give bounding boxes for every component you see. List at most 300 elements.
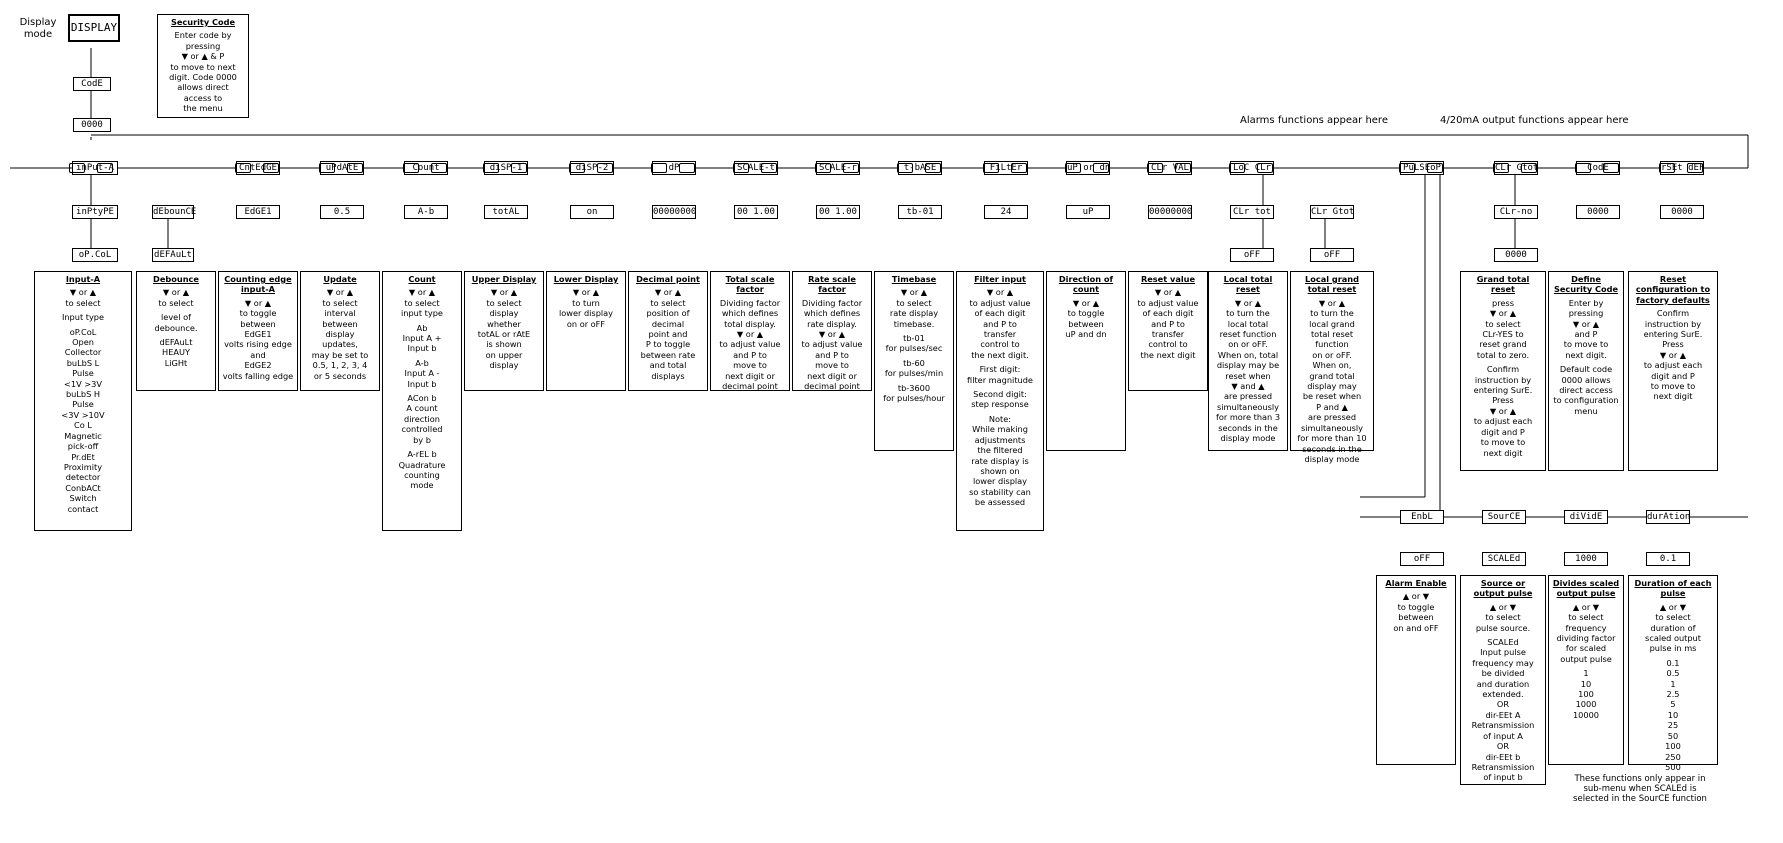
grand-value: 0000 (1494, 248, 1538, 262)
description-line: shown on (980, 465, 1020, 476)
description-line: entering SurE. (1473, 385, 1533, 396)
description-line: When on, (1312, 360, 1352, 371)
description-line: 1 (1670, 678, 1676, 689)
up-key-icon[interactable] (1229, 163, 1245, 173)
pulse-enable[interactable]: EnbL (1400, 510, 1444, 524)
description-line: direct access (1559, 385, 1613, 396)
description-line: Pulse (72, 368, 94, 379)
description-line: and P to (733, 349, 767, 360)
description-title: Reset configuration to factory defaults (1635, 274, 1711, 305)
description-line: rate display. (807, 318, 857, 329)
description-line: input type (401, 308, 443, 319)
down-key-icon[interactable] (679, 163, 695, 173)
description-box (874, 271, 954, 451)
description-box (1208, 271, 1288, 451)
description-line: display (325, 329, 355, 340)
description-line: to toggle (1397, 601, 1435, 612)
description-line: and P to (815, 349, 849, 360)
pulse-duration[interactable]: durAtion (1647, 512, 1691, 522)
down-key-icon[interactable] (263, 163, 279, 173)
description-line: Press (1492, 395, 1514, 406)
description-line: by b (413, 434, 431, 445)
description-line: rate display (889, 308, 939, 319)
description-line: Confirm (1486, 364, 1520, 375)
description-line: be reset when (1302, 391, 1362, 402)
description-line: Input b (407, 378, 437, 389)
down-key-icon[interactable] (1521, 163, 1537, 173)
description-line: ▼ or ▲ (1489, 308, 1517, 319)
description-line: dir-EEt b (1485, 751, 1521, 762)
value-code: 0000 (1576, 205, 1620, 219)
description-line: or 5 seconds (313, 370, 367, 381)
pulse-divide[interactable]: diVidE (1564, 510, 1608, 524)
menu-clr-gtot[interactable]: CLr Gtot (1495, 163, 1539, 173)
description-line: adjustments (974, 434, 1026, 445)
menu-disp2[interactable]: diSP-2 (570, 161, 614, 175)
pulse-duration-value: 0.1 (1646, 552, 1690, 566)
description-line: digit and P (1481, 426, 1525, 437)
description-line: Second digit: (973, 389, 1027, 400)
down-key-icon[interactable] (761, 163, 777, 173)
clr-tot-value: oFF (1230, 248, 1274, 262)
description-line: to adjust value (801, 339, 863, 350)
description-line: Retransmission (1471, 720, 1535, 731)
menu-filter[interactable]: FiLtEr (984, 161, 1028, 175)
debounce-display[interactable]: dEbounCE (153, 207, 197, 217)
description-line: to turn the (1310, 308, 1354, 319)
description-line: OR (1496, 699, 1510, 710)
description-line: step response (971, 399, 1029, 410)
description-title: Alarm Enable (1385, 578, 1447, 588)
description-title: Count (408, 274, 436, 284)
description-line: Quadrature (398, 459, 446, 470)
description-line: CLr-YES to (1482, 329, 1524, 340)
description-title: Local total reset (1223, 274, 1273, 295)
menu-clr-val[interactable]: CLr VAL (1148, 161, 1192, 175)
description-box (1628, 575, 1718, 772)
down-key-icon[interactable] (1175, 163, 1191, 173)
description-line: decimal point (722, 381, 778, 392)
description-line: tb-60 (903, 357, 925, 368)
down-key-icon[interactable] (1093, 163, 1109, 173)
description-line: dEFAuLt (159, 337, 193, 348)
down-key-icon[interactable] (347, 163, 363, 173)
description-line: for scaled (1565, 643, 1607, 654)
description-line: for more than 3 (1215, 412, 1281, 423)
description-line: 50 (1667, 730, 1679, 741)
description-line: press (1492, 297, 1514, 308)
input-type-display[interactable]: inPtyPE (72, 205, 118, 219)
description-line: direction (404, 413, 440, 424)
description-line: instruction by (1474, 374, 1532, 385)
output-note: 4/20mA output functions appear here (1440, 115, 1629, 126)
description-line: between (322, 318, 358, 329)
menu-count[interactable]: Count (404, 161, 448, 175)
value-reset-def: 0000 (1660, 205, 1704, 219)
description-line: entering SurE. (1643, 329, 1703, 340)
description-line: 0.5, 1, 2, 3, 4 (312, 360, 368, 371)
description-line: volts falling edge (222, 370, 294, 381)
description-line: pulse source. (1475, 622, 1531, 633)
description-line: function (1315, 339, 1349, 350)
menu-code[interactable]: CodE (1576, 161, 1620, 175)
description-line: of input A (1483, 730, 1523, 741)
description-line: to select (486, 297, 522, 308)
description-title: Define Security Code (1553, 274, 1619, 295)
description-line: to select (1485, 318, 1521, 329)
up-key-icon[interactable] (815, 163, 831, 173)
description-line: between (1398, 612, 1434, 623)
value-scale-r: 00 1.00 (816, 205, 860, 219)
description-line: next digit or (725, 370, 775, 381)
value-disp2: on (570, 205, 614, 219)
up-key-icon[interactable] (483, 163, 499, 173)
description-line: buLbS L (66, 357, 100, 368)
description-line: to select (158, 297, 194, 308)
description-line: pressing (1568, 308, 1604, 319)
description-line: so stability can (969, 486, 1031, 497)
description-line: ▼ or ▲ (1572, 318, 1600, 329)
display-key[interactable]: DISPLAY (68, 14, 120, 42)
description-title: Lower Display (553, 274, 619, 284)
description-line: ▼ or ▲ (69, 287, 97, 298)
description-line: for pulses/hour (883, 393, 945, 404)
description-line: 500 (1665, 761, 1681, 772)
description-title: Reset value (1140, 274, 1196, 284)
menu-reset-def[interactable]: rSEt dEF (1661, 163, 1705, 173)
description-line: decimal point (804, 381, 860, 392)
description-line: pick-off (67, 441, 99, 452)
description-line: be divided (1481, 668, 1525, 679)
description-line: volts rising edge (224, 339, 292, 350)
up-key-icon[interactable] (69, 163, 85, 173)
description-line: to adjust value (1137, 297, 1199, 308)
description-title: Filter input (974, 274, 1026, 284)
description-line: total to zero. (1476, 349, 1530, 360)
description-line: counting (404, 469, 440, 480)
description-line: HEAUY (162, 347, 190, 358)
code-display: CodE (73, 77, 111, 91)
description-title: Input-A (65, 274, 101, 284)
description-line: reset when (1225, 370, 1271, 381)
description-line: ▲ or ▼ (1402, 591, 1430, 602)
description-line: updates, (322, 339, 358, 350)
description-line: A-rEL b (407, 449, 437, 460)
description-line: to adjust each (1643, 360, 1703, 371)
description-title: Source or output pulse (1473, 578, 1533, 599)
description-line: ▲ or ▼ (1659, 601, 1687, 612)
description-line: total reset (1310, 329, 1354, 340)
description-line: rate display is (971, 455, 1029, 466)
up-key-icon[interactable] (651, 163, 667, 173)
menu-input-a[interactable]: inPut-A (72, 161, 118, 175)
description-line: are pressed (1307, 412, 1357, 423)
description-line: are pressed (1223, 391, 1273, 402)
menu-dp[interactable]: dP (652, 161, 696, 175)
description-line: between rate (640, 349, 696, 360)
description-line: ▼ or ▲ (654, 287, 682, 298)
up-key-icon[interactable] (403, 163, 419, 173)
down-key-icon[interactable] (843, 163, 859, 173)
pulse-source[interactable]: SourCE (1482, 510, 1526, 524)
down-key-icon[interactable] (1011, 163, 1027, 173)
description-title: Local grand total reset (1305, 274, 1359, 295)
description-line: seconds in the (1218, 422, 1278, 433)
description-line: Proximity (63, 461, 103, 472)
description-line: ▼ or ▲ (986, 287, 1014, 298)
menu-scale-t[interactable]: SCALE-t (734, 161, 778, 175)
down-key-icon[interactable] (431, 163, 447, 173)
menu-pulse-op[interactable]: PuLSEoP (1400, 161, 1444, 175)
up-key-icon[interactable] (319, 163, 335, 173)
description-line: Input b (407, 343, 437, 354)
description-line: to toggle (1067, 308, 1105, 319)
description-title: Grand total reset (1476, 274, 1530, 295)
description-line: for pulses/sec (885, 343, 943, 354)
description-line: P and ▲ (1316, 401, 1348, 412)
description-box (710, 271, 790, 391)
description-box (1376, 575, 1456, 765)
description-line: totAL or rAtE (477, 329, 531, 340)
description-line: Pr.dEt (71, 451, 95, 462)
description-box (1548, 271, 1624, 471)
description-line: point and (648, 329, 688, 340)
up-key-icon[interactable] (235, 163, 251, 173)
description-line: transfer (983, 329, 1017, 340)
description-box (464, 271, 544, 391)
description-title: Total scale factor (725, 274, 775, 295)
description-line: LiGHt (164, 357, 188, 368)
description-box (218, 271, 298, 391)
description-line: mode (410, 480, 434, 491)
description-line: Open (72, 337, 94, 348)
description-line: lower display (558, 308, 614, 319)
description-line: 25 (1667, 720, 1679, 731)
down-key-icon[interactable] (925, 163, 941, 173)
description-line: total display. (724, 318, 776, 329)
up-key-icon[interactable] (1147, 163, 1163, 173)
description-line: 100 (1578, 689, 1594, 700)
up-key-icon[interactable] (897, 163, 913, 173)
description-title: Direction of count (1058, 274, 1114, 295)
description-line: scaled output (1645, 633, 1701, 644)
value-update: 0.5 (320, 205, 364, 219)
security-title: Security Code (170, 17, 236, 27)
clr-tot-display[interactable]: CLr tot (1230, 205, 1274, 219)
description-line: duration of (1650, 622, 1696, 633)
description-line: ▼ or ▲ (408, 287, 436, 298)
description-line: menu (1574, 405, 1598, 416)
description-box (1460, 271, 1546, 471)
description-line: ▼ or ▲ (818, 329, 846, 340)
description-line: <1V >3V (64, 378, 102, 389)
description-line: OR (1496, 741, 1510, 752)
description-box (1460, 575, 1546, 785)
description-line: debounce. (154, 322, 198, 333)
description-line: P to toggle (645, 339, 691, 350)
description-line: of each digit (974, 308, 1026, 319)
up-key-icon[interactable] (983, 163, 999, 173)
description-line: to select (1655, 612, 1691, 623)
description-line: on or oFF. (1228, 339, 1268, 350)
description-line: to adjust value (969, 297, 1031, 308)
description-line: ▼ or ▲ (1318, 297, 1346, 308)
description-line: simultaneously (1300, 422, 1364, 433)
down-key-icon[interactable] (1257, 163, 1273, 173)
down-key-icon[interactable] (1687, 163, 1703, 173)
description-line: ▼ or ▲ (572, 287, 600, 298)
description-line: ▼ or ▲ (1489, 405, 1517, 416)
description-box (1128, 271, 1208, 391)
description-line: simultaneously (1216, 401, 1280, 412)
description-line: filter magnitude (967, 374, 1033, 385)
description-title: Rate scale factor (808, 274, 856, 295)
menu-up-or-dn[interactable]: uP or dn (1067, 163, 1111, 173)
description-line: next digit or (807, 370, 857, 381)
description-line: whether (487, 318, 521, 329)
description-box (1290, 271, 1374, 464)
description-line: control to (1148, 339, 1188, 350)
description-line: digit and P (1651, 370, 1695, 381)
description-line: local total (1227, 318, 1269, 329)
menu-timebase[interactable]: t-bASE (898, 161, 942, 175)
up-key-icon[interactable] (1065, 163, 1081, 173)
description-box (136, 271, 216, 391)
value-timebase: tb-01 (898, 205, 942, 219)
description-line: contact (67, 503, 99, 514)
description-line: output pulse (1560, 653, 1612, 664)
description-line: the next digit (1140, 349, 1196, 360)
description-line: on and oFF (1393, 622, 1439, 633)
description-line: Collector (64, 347, 102, 358)
description-line: on or oFF. (1312, 349, 1352, 360)
menu-update[interactable]: uPdAtE (320, 161, 364, 175)
description-line: display mode (1304, 453, 1360, 464)
up-key-icon[interactable] (1659, 163, 1675, 173)
description-line: 10 (1580, 678, 1592, 689)
description-line: display may (1307, 381, 1357, 392)
description-line: ▼ or ▲ (490, 287, 518, 298)
description-line: uP and dn (1065, 329, 1107, 340)
description-line: to adjust value (719, 339, 781, 350)
up-key-icon[interactable] (569, 163, 585, 173)
description-line: of each digit (1142, 308, 1194, 319)
description-line: Magnetic (64, 430, 102, 441)
description-line: to select (65, 297, 101, 308)
down-key-icon[interactable] (511, 163, 527, 173)
menu-loc-clr[interactable]: LoC CLr (1230, 161, 1274, 175)
down-key-icon[interactable] (1603, 163, 1619, 173)
description-line: to move to (1480, 437, 1526, 448)
down-key-icon[interactable] (97, 163, 113, 173)
description-line: When on, total (1217, 349, 1279, 360)
description-line: 5 (1670, 699, 1676, 710)
description-line: the filtered (977, 445, 1023, 456)
description-line: ▲ or ▼ (1572, 601, 1600, 612)
up-key-icon[interactable] (733, 163, 749, 173)
description-line: interval (324, 308, 356, 319)
description-line: 1000 (1575, 699, 1597, 710)
description-line: next digit. (1565, 349, 1607, 360)
description-line: ▼ and ▲ (1231, 381, 1265, 392)
description-line: to adjust each (1473, 416, 1533, 427)
menu-count-edge[interactable]: CntEdGE (236, 161, 280, 175)
description-line: Input A + (402, 333, 442, 344)
description-line: local grand (1309, 318, 1355, 329)
description-line: 1 (1583, 668, 1589, 679)
description-line: to select (322, 297, 358, 308)
description-line: decimal (651, 318, 685, 329)
description-line: may be set to (311, 349, 369, 360)
description-line: timebase. (893, 318, 935, 329)
description-line: on upper (485, 349, 523, 360)
description-line: extended. (1482, 689, 1524, 700)
description-line: ▼ or ▲ (244, 297, 272, 308)
menu-scale-r[interactable]: SCALE-r (816, 161, 860, 175)
description-line: on or oFF (566, 318, 606, 329)
description-line: ConbACt (65, 482, 101, 493)
description-line: 250 (1665, 751, 1681, 762)
up-key-icon[interactable] (1575, 163, 1591, 173)
description-box (956, 271, 1044, 531)
description-line: ▼ or ▲ (900, 287, 928, 298)
description-line: ▼ or ▲ (1234, 297, 1262, 308)
description-line: Input type (61, 312, 105, 323)
description-line: Enter by (1568, 297, 1604, 308)
description-line: seconds in the (1302, 443, 1362, 454)
description-line: Default code (1559, 364, 1613, 375)
down-key-icon[interactable] (597, 163, 613, 173)
description-line: Switch (69, 493, 97, 504)
description-line: and (250, 349, 266, 360)
description-line: between (1068, 318, 1104, 329)
description-line: reset function (1219, 329, 1277, 340)
value-dp: 00000000 (653, 207, 697, 217)
description-title: Divides scaled output pulse (1552, 578, 1620, 599)
description-line: move to (733, 360, 767, 371)
description-line: pulse in ms (1649, 643, 1697, 654)
up-key-icon[interactable] (1493, 163, 1509, 173)
description-title: Update (323, 274, 357, 284)
description-line: ▼ or ▲ (1072, 297, 1100, 308)
description-line: Press (1662, 339, 1684, 350)
description-line: frequency (1565, 622, 1607, 633)
description-box (546, 271, 626, 391)
description-line: display may be (1216, 360, 1280, 371)
description-line: to turn the (1226, 308, 1270, 319)
description-line: to move to (1563, 339, 1609, 350)
description-line: position of (646, 308, 690, 319)
description-line: A count (406, 403, 438, 414)
up-key-icon[interactable] (1399, 163, 1415, 173)
pulse-enable-value: oFF (1400, 552, 1444, 566)
clr-gtot-sub-display[interactable]: CLr Gtot (1311, 207, 1355, 217)
description-line: Retransmission (1471, 761, 1535, 772)
description-line: Dividing factor (801, 297, 863, 308)
description-title: Timebase (891, 274, 937, 284)
description-line: move to (815, 360, 849, 371)
debounce-value: dEFAuLt (152, 248, 194, 262)
description-line: tb-3600 (897, 382, 931, 393)
description-line: ACon b (407, 393, 437, 404)
security-code-box: Security Code Enter code by pressing ▼ or ▲ & P to move to next digit. Code 0000 allows direct access to the menu (157, 14, 249, 118)
submenu-note: These functions only appear in sub-menu when SCALEd is selected in the SourCE function (1573, 774, 1707, 804)
description-line: control to (980, 339, 1020, 350)
description-line: 100 (1665, 741, 1681, 752)
description-box (792, 271, 872, 391)
menu-disp1[interactable]: diSP-1 (484, 161, 528, 175)
down-key-icon[interactable] (1427, 163, 1443, 173)
